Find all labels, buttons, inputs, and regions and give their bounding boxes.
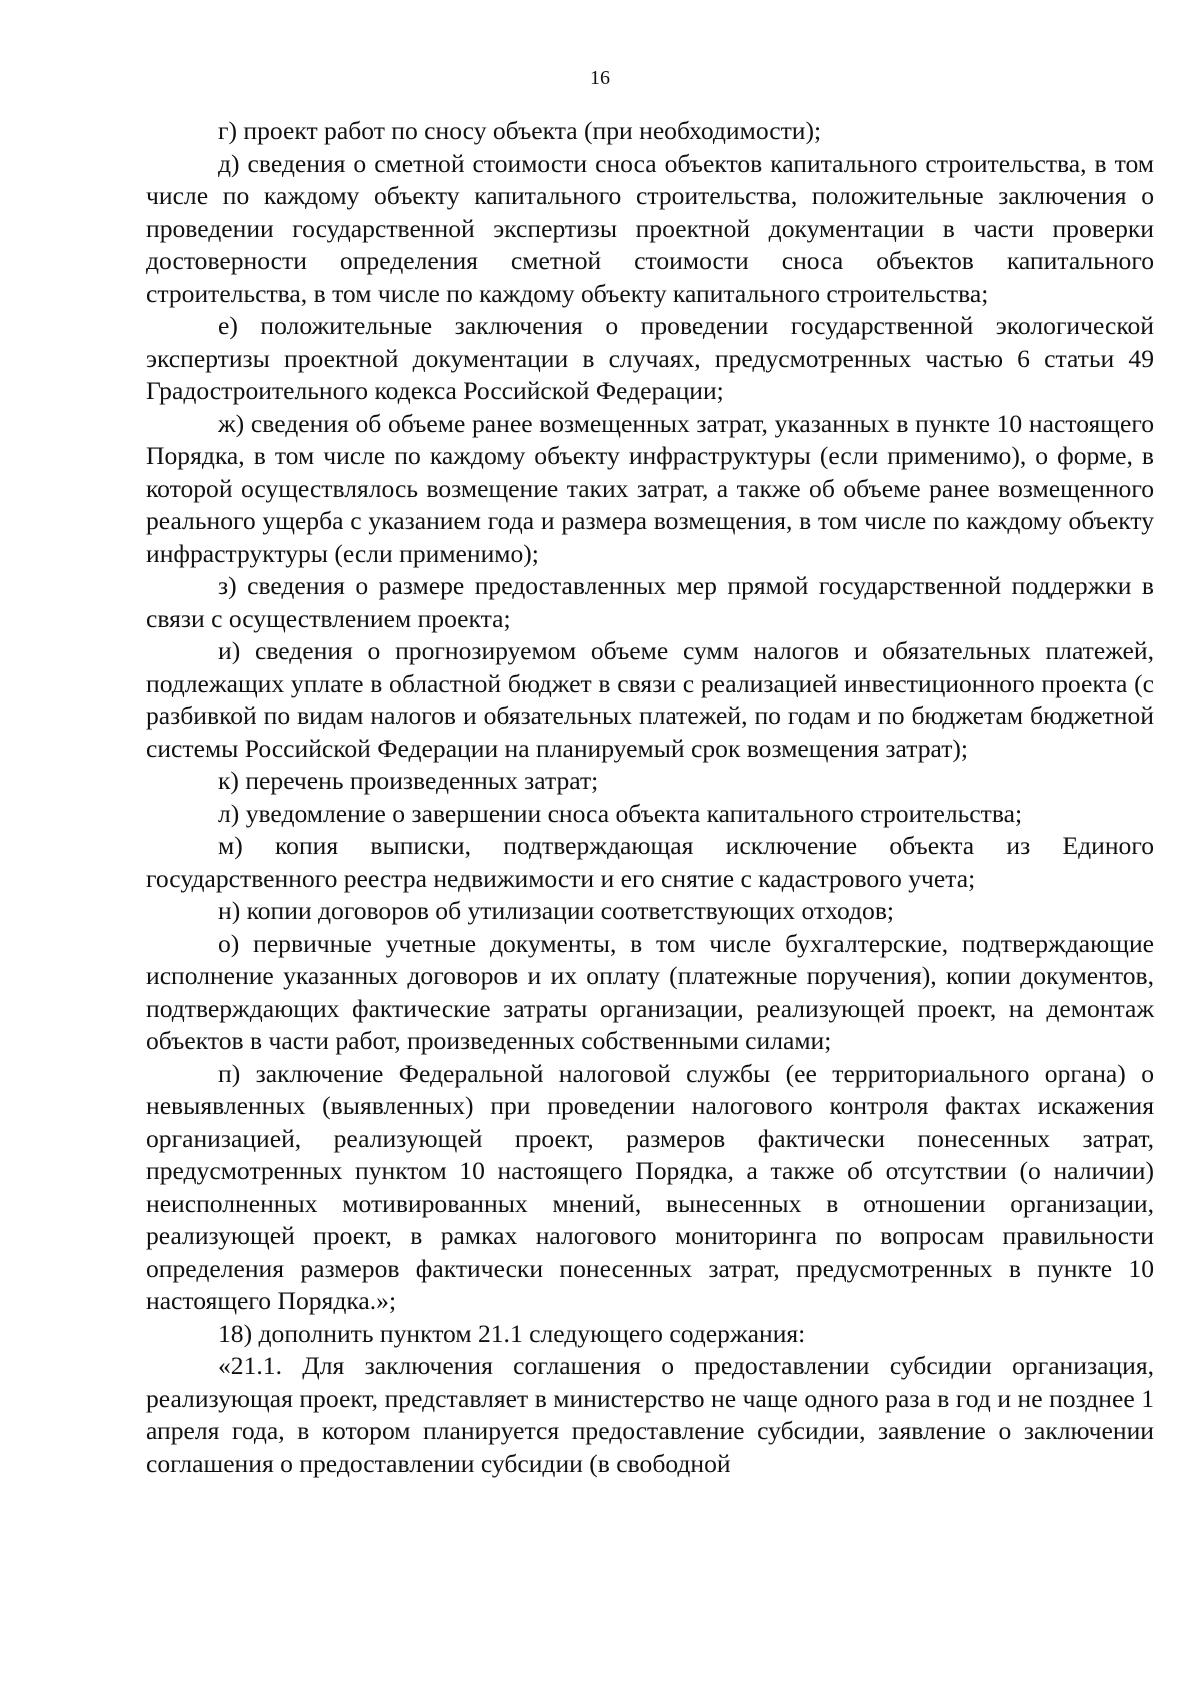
paragraph-i: и) сведения о прогнозируемом объеме сумм налогов и обязательных платежей, подлежащих уплате в областной бюджет в связи с реализацией инвестиционного проекта (с разбивкой по видам налогов и обязательных платежей, по годам и по бюджетам бюджетной системы Российской Федерации на планируемый срок возмещения затрат); [146,636,1154,763]
paragraph-z: з) сведения о размере предоставленных мер прямой государственной поддержки в связи с осуществлением проекта; [146,571,1154,633]
paragraph-18: 18) дополнить пунктом 21.1 следующего содержания: [218,1318,806,1348]
paragraph-l: л) уведомление о завершении сноса объекта капитального строительства; [218,798,1023,828]
paragraph-k: к) перечень произведенных затрат; [218,766,599,795]
paragraph-21-1: «21.1. Для заключения соглашения о предоставлении субсидии организация, реализующая проект, представляет в министерство не чаще одного раза в год и не позднее 1 апреля года, в котором планируется предоставление субсидии, заявление о заключении соглашения о предоставлении субсидии (в свободной [146,1351,1154,1478]
page-number: 16 [590,67,610,89]
paragraph-p: п) заключение Федеральной налоговой службы (ее территориального органа) о невыявленных (выявленных) при проведении налогового контроля фактах искажения организацией, реализующей проект, размеров фактически понесенных затрат, предусмотренных пунктом 10 настоящего Порядка, а также об отсутствии (о наличии) неисполненных мотивированных мнений, вынесенных в отношении организации, реализующей проект, в рамках налогового мониторинга по вопросам правильности определения размеров фактически понесенных затрат, предусмотренных в пункте 10 настоящего Порядка.»; [146,1058,1154,1315]
paragraph-o: о) первичные учетные документы, в том числе бухгалтерские, подтверждающие исполнение указанных договоров и их оплату (платежные поручения), копии документов, подтверждающих фактические затраты организации, реализующей проект, на демонтаж объектов в части работ, произведенных собственными силами; [146,928,1154,1055]
paragraph-zh: ж) сведения об объеме ранее возмещенных затрат, указанных в пункте 10 настоящего Порядка, в том числе по каждому объекту инфраструктуры (если применимо), о форме, в которой осуществлялось возмещение таких затрат, а также об объеме ранее возмещенного реального ущерба с указанием года и размера возмещения, в том числе по каждому объекту инфраструктуры (если применимо); [146,408,1154,568]
paragraph-m: м) копия выписки, подтверждающая исключение объекта из Единого государственного реестра недвижимости и его снятие с кадастрового учета; [146,831,1154,893]
document-body [146,115,1154,1480]
paragraph-g: г) проект работ по сносу объекта (при необходимости); [218,116,822,145]
paragraph-e: е) положительные заключения о проведении государственной экологической экспертизы проектной документации в случаях, предусмотренных частью 6 статьи 49 Градостроительного кодекса Российской Федерации; [146,311,1154,405]
paragraph-n: н) копии договоров об утилизации соответствующих отходов; [218,896,895,925]
paragraph-d: д) сведения о сметной стоимости сноса объектов капитального строительства, в том числе по каждому объекту капитального строительства, положительные заключения о проведении государственной экспертизы проектной документации в части проверки достоверности определения сметной стоимости сноса объектов капитального строительства, в том числе по каждому объекту капитального строительства; [146,148,1154,308]
